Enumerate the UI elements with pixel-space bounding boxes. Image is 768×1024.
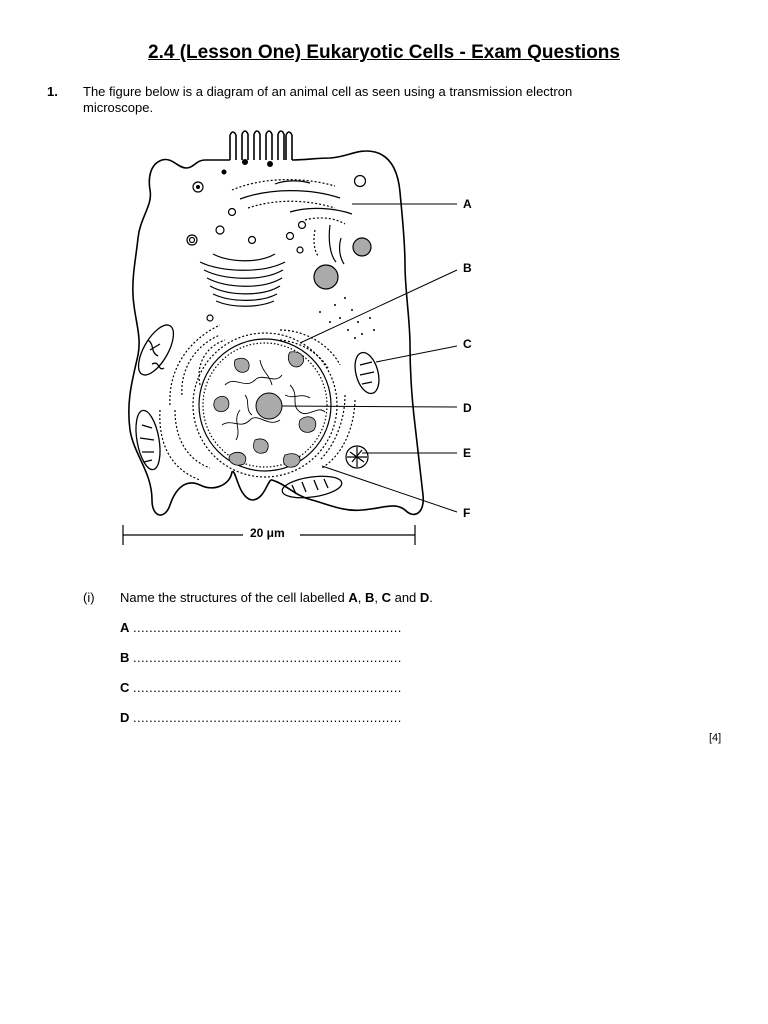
question-number: 1. [47,84,58,99]
answer-line-c[interactable]: C ................................................................... [120,680,402,695]
answer-line-a[interactable]: A ................................................................... [120,620,402,635]
answer-line-d[interactable]: D ................................................................... [120,710,402,725]
label-d: D [463,401,472,415]
microvilli [230,131,292,160]
answer-line-b[interactable]: B ................................................................... [120,650,402,665]
scale-bar-label: 20 μm [250,526,285,540]
label-b: B [463,261,472,275]
question-text: The figure below is a diagram of an animal cell as seen using a transmission electron microscope. [83,84,573,115]
cell-membrane [129,151,423,515]
label-f: F [463,506,471,520]
label-a: A [463,197,472,211]
page-title: 2.4 (Lesson One) Eukaryotic Cells - Exam Questions [148,42,620,63]
marks-indicator: [4] [709,732,722,744]
part-text: Name the structures of the cell labelled A, B, C and D. [120,590,433,605]
part-number: (i) [83,590,95,605]
label-c: C [463,337,472,351]
label-e: E [463,446,472,460]
